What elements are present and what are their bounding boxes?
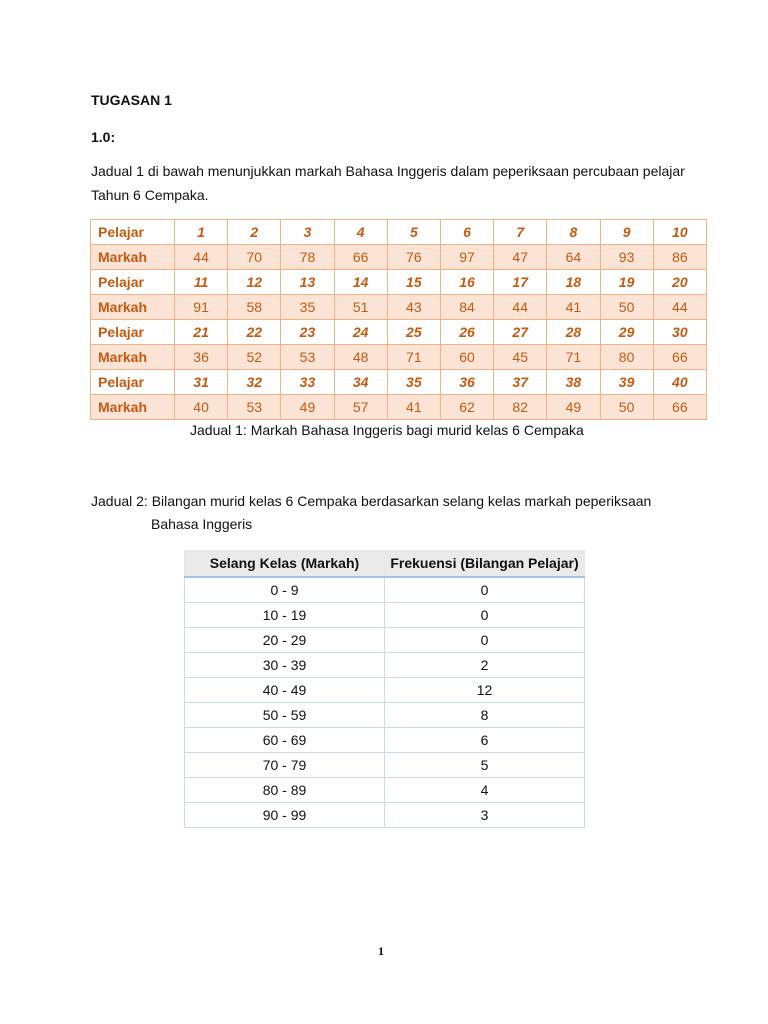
table-row xyxy=(185,728,585,753)
student-number-cell: 17 xyxy=(494,270,547,295)
table-row xyxy=(185,703,585,728)
class-interval-cell: 40 - 49 xyxy=(185,678,385,703)
student-number-cell: 3 xyxy=(281,220,334,245)
student-number-cell: 19 xyxy=(600,270,653,295)
marks-table xyxy=(90,219,707,420)
row-label-markah: Markah xyxy=(91,245,175,270)
mark-cell: 71 xyxy=(387,345,440,370)
frequency-cell: 0 xyxy=(385,603,585,628)
mark-cell: 36 xyxy=(175,345,228,370)
class-interval-cell: 90 - 99 xyxy=(185,803,385,828)
table-row-markah xyxy=(91,345,707,370)
row-label-markah: Markah xyxy=(91,395,175,420)
student-number-cell: 1 xyxy=(175,220,228,245)
mark-cell: 71 xyxy=(547,345,600,370)
student-number-cell: 9 xyxy=(600,220,653,245)
student-number-cell: 33 xyxy=(281,370,334,395)
table-row xyxy=(185,753,585,778)
mark-cell: 44 xyxy=(653,295,706,320)
frequency-cell: 3 xyxy=(385,803,585,828)
frequency-cell: 0 xyxy=(385,577,585,603)
mark-cell: 45 xyxy=(494,345,547,370)
mark-cell: 76 xyxy=(387,245,440,270)
student-number-cell: 37 xyxy=(494,370,547,395)
student-number-cell: 25 xyxy=(387,320,440,345)
table-row-markah xyxy=(91,295,707,320)
student-number-cell: 21 xyxy=(175,320,228,345)
mark-cell: 82 xyxy=(494,395,547,420)
table-row xyxy=(185,778,585,803)
column-header-class-interval: Selang Kelas (Markah) xyxy=(185,550,385,577)
mark-cell: 41 xyxy=(547,295,600,320)
student-number-cell: 16 xyxy=(440,270,493,295)
frequency-cell: 6 xyxy=(385,728,585,753)
mark-cell: 66 xyxy=(653,345,706,370)
student-number-cell: 31 xyxy=(175,370,228,395)
class-interval-cell: 30 - 39 xyxy=(185,653,385,678)
student-number-cell: 22 xyxy=(228,320,281,345)
class-interval-cell: 20 - 29 xyxy=(185,628,385,653)
student-number-cell: 18 xyxy=(547,270,600,295)
mark-cell: 50 xyxy=(600,295,653,320)
mark-cell: 66 xyxy=(334,245,387,270)
class-interval-cell: 80 - 89 xyxy=(185,778,385,803)
student-number-cell: 20 xyxy=(653,270,706,295)
mark-cell: 64 xyxy=(547,245,600,270)
mark-cell: 53 xyxy=(281,345,334,370)
mark-cell: 49 xyxy=(281,395,334,420)
mark-cell: 58 xyxy=(228,295,281,320)
mark-cell: 60 xyxy=(440,345,493,370)
table2-title-continued: Bahasa Inggeris xyxy=(151,516,253,532)
mark-cell: 44 xyxy=(175,245,228,270)
table-row xyxy=(185,803,585,828)
row-label-pelajar: Pelajar xyxy=(91,320,175,345)
mark-cell: 41 xyxy=(387,395,440,420)
table-header-row xyxy=(185,550,585,577)
student-number-cell: 6 xyxy=(440,220,493,245)
section-number: 1.0: xyxy=(91,129,116,145)
student-number-cell: 32 xyxy=(228,370,281,395)
class-interval-cell: 70 - 79 xyxy=(185,753,385,778)
mark-cell: 62 xyxy=(440,395,493,420)
table-row xyxy=(185,603,585,628)
frequency-cell: 2 xyxy=(385,653,585,678)
mark-cell: 53 xyxy=(228,395,281,420)
row-label-markah: Markah xyxy=(91,295,175,320)
mark-cell: 80 xyxy=(600,345,653,370)
student-number-cell: 5 xyxy=(387,220,440,245)
mark-cell: 70 xyxy=(228,245,281,270)
mark-cell: 43 xyxy=(387,295,440,320)
student-number-cell: 39 xyxy=(600,370,653,395)
frequency-cell: 12 xyxy=(385,678,585,703)
mark-cell: 52 xyxy=(228,345,281,370)
table-row-pelajar xyxy=(91,270,707,295)
student-number-cell: 35 xyxy=(387,370,440,395)
table-row xyxy=(185,628,585,653)
mark-cell: 40 xyxy=(175,395,228,420)
student-number-cell: 14 xyxy=(334,270,387,295)
mark-cell: 35 xyxy=(281,295,334,320)
student-number-cell: 26 xyxy=(440,320,493,345)
student-number-cell: 12 xyxy=(228,270,281,295)
table-row xyxy=(185,653,585,678)
row-label-pelajar: Pelajar xyxy=(91,270,175,295)
student-number-cell: 7 xyxy=(494,220,547,245)
mark-cell: 93 xyxy=(600,245,653,270)
class-interval-cell: 10 - 19 xyxy=(185,603,385,628)
mark-cell: 84 xyxy=(440,295,493,320)
student-number-cell: 40 xyxy=(653,370,706,395)
frequency-cell: 4 xyxy=(385,778,585,803)
class-interval-cell: 60 - 69 xyxy=(185,728,385,753)
row-label-markah: Markah xyxy=(91,345,175,370)
student-number-cell: 11 xyxy=(175,270,228,295)
frequency-cell: 5 xyxy=(385,753,585,778)
table-row-markah xyxy=(91,395,707,420)
table-row-pelajar xyxy=(91,220,707,245)
student-number-cell: 8 xyxy=(547,220,600,245)
student-number-cell: 10 xyxy=(653,220,706,245)
mark-cell: 44 xyxy=(494,295,547,320)
mark-cell: 66 xyxy=(653,395,706,420)
class-interval-cell: 0 - 9 xyxy=(185,577,385,603)
student-number-cell: 13 xyxy=(281,270,334,295)
student-number-cell: 4 xyxy=(334,220,387,245)
column-header-frequency: Frekuensi (Bilangan Pelajar) xyxy=(385,550,585,577)
mark-cell: 49 xyxy=(547,395,600,420)
table-row-markah xyxy=(91,245,707,270)
student-number-cell: 27 xyxy=(494,320,547,345)
page-title: TUGASAN 1 xyxy=(91,92,172,108)
student-number-cell: 15 xyxy=(387,270,440,295)
mark-cell: 78 xyxy=(281,245,334,270)
mark-cell: 47 xyxy=(494,245,547,270)
student-number-cell: 28 xyxy=(547,320,600,345)
frequency-cell: 0 xyxy=(385,628,585,653)
mark-cell: 50 xyxy=(600,395,653,420)
page-number: 1 xyxy=(378,944,384,958)
mark-cell: 91 xyxy=(175,295,228,320)
table-row-pelajar xyxy=(91,370,707,395)
table-row-pelajar xyxy=(91,320,707,345)
mark-cell: 97 xyxy=(440,245,493,270)
table1-caption: Jadual 1: Markah Bahasa Inggeris bagi murid kelas 6 Cempaka xyxy=(190,422,584,438)
frequency-table xyxy=(184,550,585,828)
intro-paragraph: Jadual 1 di bawah menunjukkan markah Bahasa Inggeris dalam peperiksaan percubaan pelajar Tahun 6 Cempaka. xyxy=(91,163,685,203)
mark-cell: 86 xyxy=(653,245,706,270)
row-label-pelajar: Pelajar xyxy=(91,370,175,395)
mark-cell: 48 xyxy=(334,345,387,370)
student-number-cell: 36 xyxy=(440,370,493,395)
table-row xyxy=(185,577,585,603)
row-label-pelajar: Pelajar xyxy=(91,220,175,245)
table2-title: Jadual 2: Bilangan murid kelas 6 Cempaka berdasarkan selang kelas markah peperiksaan xyxy=(91,493,652,509)
student-number-cell: 30 xyxy=(653,320,706,345)
mark-cell: 57 xyxy=(334,395,387,420)
class-interval-cell: 50 - 59 xyxy=(185,703,385,728)
table-row xyxy=(185,678,585,703)
student-number-cell: 2 xyxy=(228,220,281,245)
student-number-cell: 29 xyxy=(600,320,653,345)
student-number-cell: 38 xyxy=(547,370,600,395)
mark-cell: 51 xyxy=(334,295,387,320)
student-number-cell: 24 xyxy=(334,320,387,345)
student-number-cell: 34 xyxy=(334,370,387,395)
frequency-cell: 8 xyxy=(385,703,585,728)
student-number-cell: 23 xyxy=(281,320,334,345)
